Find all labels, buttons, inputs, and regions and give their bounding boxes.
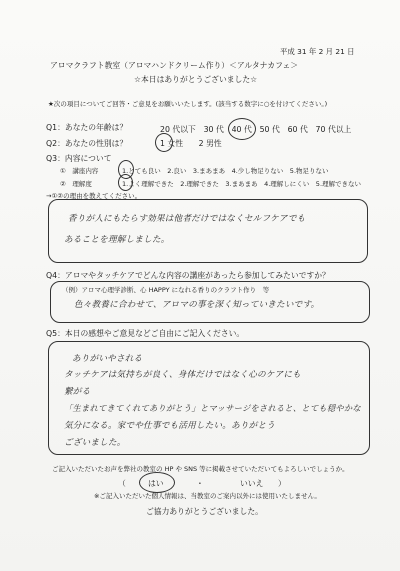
q2-options: 1 女性 2 男性 xyxy=(160,139,222,148)
q5-line-2: タッチケアは気持ちが良く、身体だけではなく心のケアにも xyxy=(64,370,301,380)
q3-reason-answer-line2: あることを理解しました。 xyxy=(64,235,170,245)
q3-course-label: ① 講座内容 xyxy=(60,167,99,175)
consent-yes: はい xyxy=(148,479,164,488)
q1-label: Q1：あなたの年齢は？ xyxy=(46,123,128,132)
q3-reason-answer-line1: 香りが人にもたらす効果は他者だけではなくセルフケアでも xyxy=(68,214,306,224)
q3-reason-label: →①②の理由を教えてください。 xyxy=(46,192,142,200)
thanks-line: ☆本日はありがとうございました☆ xyxy=(134,75,258,84)
consent-note: ※ご記入いただいた個人情報は、当教室のご案内以外には使用いたしません。 xyxy=(94,492,321,500)
q1-selected-circle xyxy=(228,118,256,140)
consent-no: いいえ xyxy=(240,479,264,488)
q4-example: （例）アロマ心理学診断、心 HAPPY になれる香りのクラフト作り 等 xyxy=(62,286,270,294)
consent-separator: ・ xyxy=(196,479,204,488)
footer-thanks: ご協力ありがとうございました。 xyxy=(146,507,263,516)
q3-course-options: 1.とても良い 2.良い 3.まあまあ 4.少し物足りない 5.物足りない xyxy=(122,167,329,175)
consent-question: ご記入いただいたお声を弊社の教室の HP や SNS 等に掲載させていただいてもよろしいでしょうか。 xyxy=(52,465,349,473)
intro-text: ★次の項目についてご回答・ご意見をお願いいたします。(該当する数字に○を付けてください。) xyxy=(48,100,328,108)
consent-close-paren: ） xyxy=(278,479,286,488)
survey-date: 平成 31 年 2 月 21 日 xyxy=(280,47,355,56)
q5-label: Q5：本日の感想やご意見などご自由にご記入ください。 xyxy=(46,329,245,338)
q5-line-4: 「生まれてきてくれてありがとう」とマッサージをされると、とても穏やかな xyxy=(64,403,361,413)
q3-reason-box xyxy=(48,199,368,263)
q3-understand-selected-circle xyxy=(118,174,133,191)
consent-open-paren: （ xyxy=(118,479,126,488)
q5-line-1: ありがいやされる xyxy=(72,354,143,364)
q5-line-3: 繋がる xyxy=(64,387,91,397)
q3-understand-label: ② 理解度 xyxy=(60,180,92,188)
q5-line-5: 気分になる。家でや仕事でも活用したい。ありがとう xyxy=(64,421,276,431)
q4-label: Q4：アロマやタッチケアでどんな内容の講座があったら参加してみたいですか？ xyxy=(46,271,330,280)
consent-yes-circle xyxy=(139,472,175,493)
q3-label: Q3：内容について xyxy=(46,154,112,163)
q1-options: 20 代以下 30 代 40 代 50 代 60 代 70 代以上 xyxy=(160,125,352,134)
survey-title: アロマクラフト教室（アロマハンドクリーム作り）＜アルタナカフェ＞ xyxy=(50,61,299,70)
q5-line-6: ございました。 xyxy=(64,438,126,448)
q2-label: Q2：あなたの性別は？ xyxy=(46,139,128,148)
q2-selected-circle xyxy=(155,133,173,152)
q3-understand-options: 1.よく理解できた 2.理解できた 3.まあまあ 4.理解しにくい 5.理解できない xyxy=(122,180,362,188)
q4-answer: 色々教養に合わせて、アロマの事を深く知っていきたいです。 xyxy=(74,300,320,310)
